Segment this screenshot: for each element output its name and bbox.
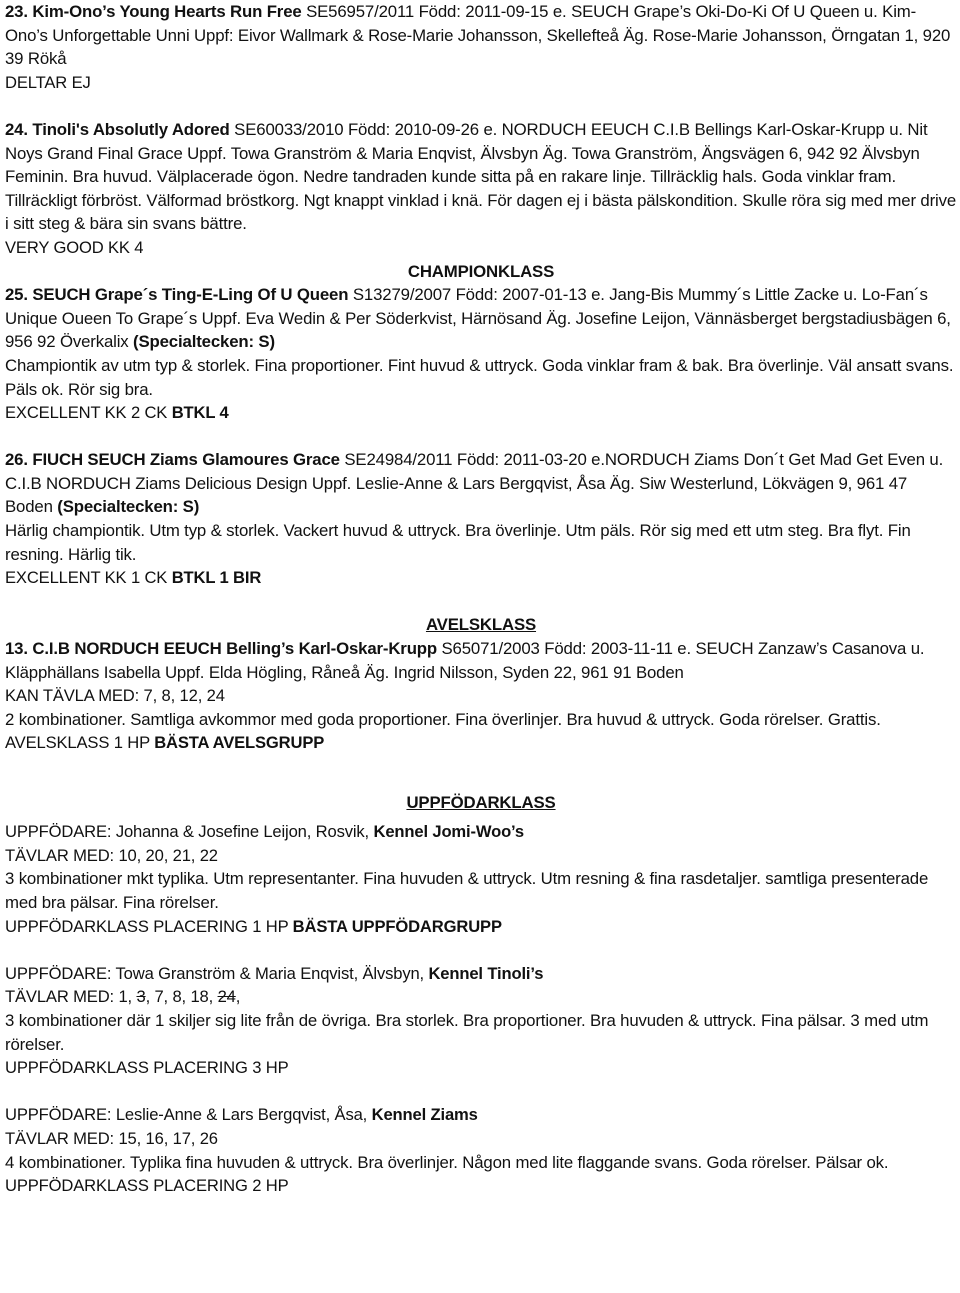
entry-25-special-mark: (Specialtecken: S) xyxy=(133,332,275,352)
entry-26 xyxy=(5,448,957,519)
breeder-1-result-award: BÄSTA UPPFÖDARGRUPP xyxy=(292,916,502,936)
breeder-3 xyxy=(5,1103,957,1127)
entry-25 xyxy=(5,283,957,354)
breeder-2-tavlar xyxy=(5,985,957,1009)
breeder-2-tavlar-end: , xyxy=(235,987,241,1007)
breeder-1-tavlar: TÄVLAR MED: 10, 20, 21, 22 xyxy=(5,845,218,865)
breeder-2-kennel: Kennel Tinoli’s xyxy=(428,963,544,983)
entry-13-result-grade: AVELSKLASS 1 HP xyxy=(5,733,155,753)
breeder-1-result xyxy=(5,915,957,939)
entry-13-result-placement: BÄSTA AVELSGRUPP xyxy=(154,733,325,753)
avelsklass-heading: AVELSKLASS xyxy=(425,615,537,635)
entry-25-result xyxy=(5,401,957,425)
entry-13-critique: 2 kombinationer. Samtliga avkommor med goda proportioner. Fina överlinjer. Bra huvud & uttryck. Goda rörelser. Grattis. xyxy=(5,709,881,729)
entry-26-critique: Härlig championtik. Utm typ & storlek. Vackert huvud & uttryck. Bra överlinje. Utm päls. Rör sig med ett utm steg. Bra flyt. Fin resning. Härlig tik. xyxy=(5,521,911,564)
entry-23-result: DELTAR EJ xyxy=(5,72,91,92)
entry-24-details: SE60033/2010 Född: 2010-09-26 e. NORDUCH EEUCH C.I.B Bellings Karl-Oskar-Krupp u. Nit Noys Grand Final Grace Uppf. Towa Granström & Maria Enqvist, Älvsbyn Äg. Towa Granström, Ängsvägen 6, 942 92 Älvsbyn xyxy=(5,119,928,163)
breeder-3-kennel: Kennel Ziams xyxy=(371,1105,478,1125)
championklass-heading: CHAMPIONKLASS xyxy=(407,261,555,281)
entry-23 xyxy=(5,0,957,71)
entry-13-kan-tavla: KAN TÄVLA MED: 7, 8, 12, 24 xyxy=(5,686,225,706)
entry-13 xyxy=(5,637,957,684)
entry-26-result xyxy=(5,566,957,590)
breeder-1-critique: 3 kombinationer mkt typlika. Utm representanter. Fina huvuden & uttryck. Utm resning & fina rasdetaljer. samtliga presenterade med bra pälsar. Fina rörelser. xyxy=(5,869,929,912)
entry-26-details: SE24984/2011 Född: 2011-03-20 e.NORDUCH Ziams Don´t Get Mad Get Even u. C.I.B NORDUCH Ziams Delicious Design Uppf. Leslie-Anne & Lars Bergqvist, Åsa Äg. Siw Westerlund, Lökvägen 9, 961 47 Boden xyxy=(5,450,944,517)
breeder-1 xyxy=(5,820,957,844)
breeder-1-kennel: Kennel Jomi-Woo’s xyxy=(373,822,524,842)
entry-25-result-grade: EXCELLENT KK 2 CK xyxy=(5,403,172,423)
entry-26-result-placement: BTKL 1 BIR xyxy=(171,568,262,588)
breeder-1-names: UPPFÖDARE: Johanna & Josefine Leijon, Rosvik, xyxy=(5,822,374,842)
entry-13-result xyxy=(5,731,957,755)
breeder-1-result-placement: UPPFÖDARKLASS PLACERING 1 HP xyxy=(5,916,293,936)
breeder-3-names: UPPFÖDARE: Leslie-Anne & Lars Bergqvist, Åsa, xyxy=(5,1105,372,1125)
breeder-2 xyxy=(5,962,957,986)
entry-13-name: 13. C.I.B NORDUCH EEUCH Belling’s Karl-Oskar-Krupp xyxy=(5,639,437,659)
breeder-3-critique: 4 kombinationer. Typlika fina huvuden & uttryck. Bra överlinjer. Någon med lite flaggande svans. Goda rörelser. Pälsar ok. xyxy=(5,1152,889,1172)
breeder-3-result: UPPFÖDARKLASS PLACERING 2 HP xyxy=(5,1176,289,1196)
entry-23-name: 23. Kim-Ono’s Young Hearts Run Free xyxy=(5,2,302,21)
breeder-2-struck-number: 3 xyxy=(136,987,146,1007)
entry-25-result-placement: BTKL 4 xyxy=(171,403,229,423)
breeder-2-tavlar-numbers: , 7, 8, 18, xyxy=(145,987,218,1007)
entry-25-name: 25. SEUCH Grape´s Ting-E-Ling Of U Queen xyxy=(5,285,349,305)
breeder-3-tavlar: TÄVLAR MED: 15, 16, 17, 26 xyxy=(5,1128,218,1148)
entry-26-special-mark: (Specialtecken: S) xyxy=(57,497,200,517)
breeder-2-critique: 3 kombinationer där 1 skiljer sig lite från de övriga. Bra storlek. Bra proportioner. Bra huvuden & uttryck. Fina pälsar. 3 med utm rörelser. xyxy=(5,1010,929,1054)
entry-23-details: SE56957/2011 Född: 2011-09-15 e. SEUCH Grape’s Oki-Do-Ki Of U Queen u. Kim-Ono’s Unforgettable Unni Uppf: Eivor Wallmark & Rose-Marie Johansson, Skellefteå Äg. Rose-Marie Johansson, Örngatan 1, 920 39 Rökå xyxy=(5,2,951,69)
document-page xyxy=(5,0,957,1198)
entry-25-critique: Championtik av utm typ & storlek. Fina proportioner. Fint huvud & uttryck. Goda vinklar fram & bak. Bra överlinje. Väl ansatt svans. Päls ok. Rör sig bra. xyxy=(5,355,954,399)
entry-24 xyxy=(5,118,957,165)
entry-25-details: S13279/2007 Född: 2007-01-13 e. Jang-Bis Mummy´s Little Zacke u. Lo-Fan´s Unique Oueen To Grape´s Uppf. Eva Wedin & Per Söderkvist, Härnösand Äg. Josefine Leijon, Vännäsberget bergstadiusbägen 6, 956 92 Överkalix xyxy=(5,285,951,352)
breeder-2-struck-number: 24 xyxy=(217,987,236,1007)
entry-24-critique: Feminin. Bra huvud. Välplacerade ögon. Nedre tandraden kunde sitta på en rakare linje. Tillräcklig hals. Goda vinklar fram. Tillräckligt förbröst. Välformad bröstkorg. Ngt knappt vinklad i knä. För dagen ej i bästa pälskondition. Skulle röra sig med mer drive i sitt steg & bära sin svans bättre. xyxy=(5,167,957,234)
entry-13-details: S65071/2003 Född: 2003-11-11 e. SEUCH Zanzaw’s Casanova u. Kläpphällans Isabella Uppf. Elda Högling, Råneå Äg. Ingrid Nilsson, Syden 22, 961 91 Boden xyxy=(5,639,925,682)
entry-26-result-grade: EXCELLENT KK 1 CK xyxy=(5,568,172,588)
entry-24-name: 24. Tinoli's Absolutly Adored xyxy=(5,119,230,139)
breeder-2-result: UPPFÖDARKLASS PLACERING 3 HP xyxy=(5,1058,289,1078)
entry-26-name: 26. FIUCH SEUCH Ziams Glamoures Grace xyxy=(5,450,340,470)
breeder-2-names: UPPFÖDARE: Towa Granström & Maria Enqvist, Älvsbyn, xyxy=(5,963,429,983)
entry-24-result: VERY GOOD KK 4 xyxy=(5,237,144,257)
uppfodarklass-heading: UPPFÖDARKLASS xyxy=(406,792,556,812)
breeder-2-tavlar-label: TÄVLAR MED: 1, xyxy=(5,987,137,1007)
